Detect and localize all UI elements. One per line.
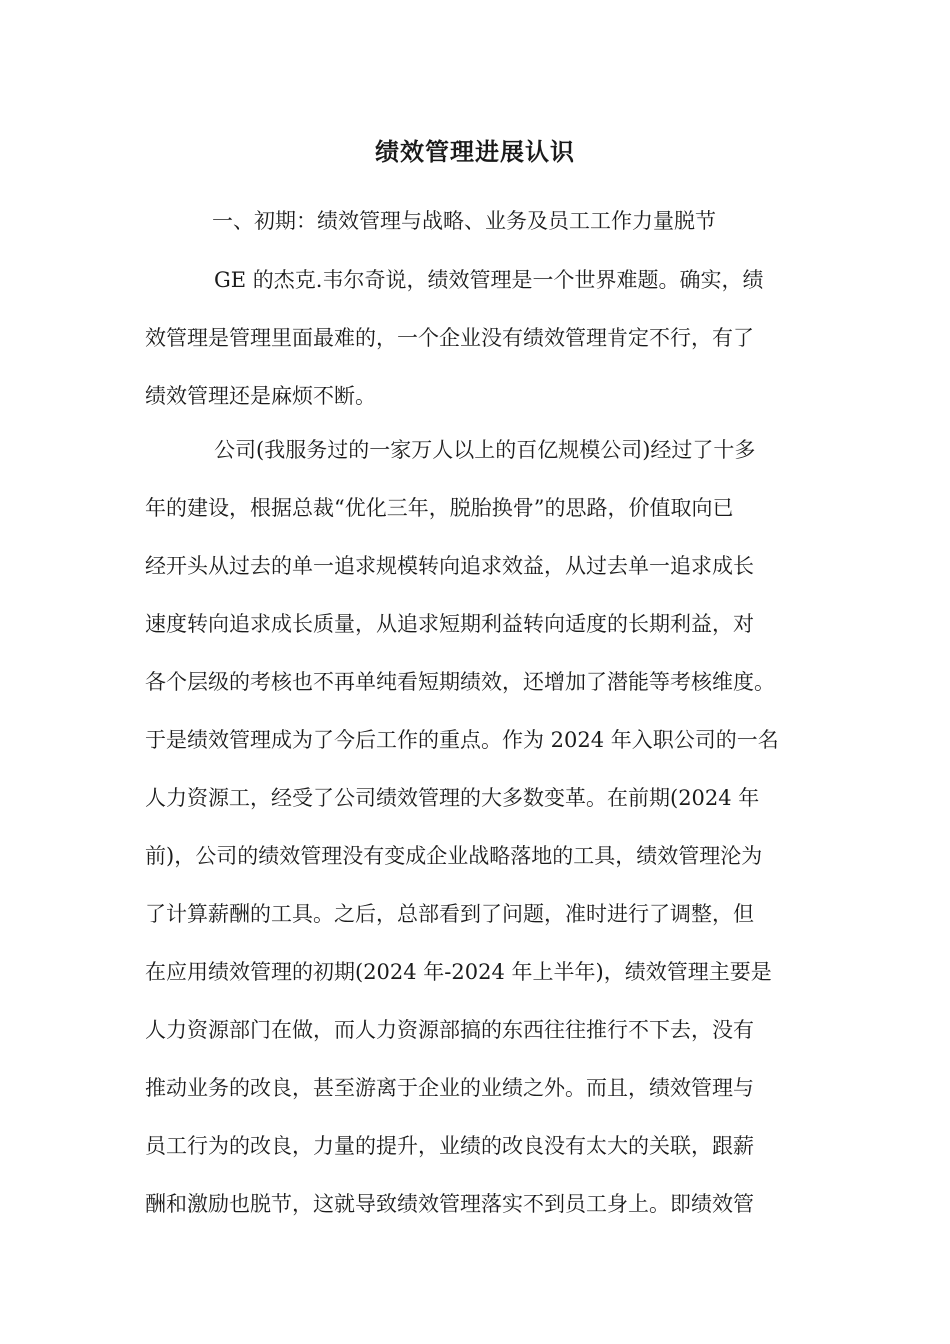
document-title: 绩效管理进展认识: [375, 137, 575, 166]
paragraph-1: [145, 260, 825, 434]
paragraph-line: 年的建设，根据总裁“优化三年，脱胎换骨”的思路，价值取向已: [145, 496, 734, 520]
paragraph-line: 人力资源部门在做，而人力资源部搞的东西往往推行不下去，没有: [145, 1018, 754, 1042]
paragraph-2: [145, 430, 825, 1242]
paragraph-line: 速度转向追求成长质量，从追求短期利益转向适度的长期利益，对: [145, 612, 754, 636]
paragraph-line: 各个层级的考核也不再单纯看短期绩效，还增加了潜能等考核维度。: [145, 670, 775, 694]
paragraph-line: 前)，公司的绩效管理没有变成企业战略落地的工具，绩效管理沦为: [145, 844, 763, 868]
paragraph-line: 推动业务的改良，甚至游离于企业的业绩之外。而且，绩效管理与: [145, 1076, 754, 1100]
paragraph-line: 酬和激励也脱节，这就导致绩效管理落实不到员工身上。即绩效管: [145, 1192, 754, 1216]
paragraph-line: 员工行为的改良，力量的提升，业绩的改良没有太大的关联，跟薪: [145, 1134, 754, 1158]
paragraph-line: 人力资源工，经受了公司绩效管理的大多数变革。在前期(2024 年: [145, 786, 760, 810]
paragraph-line: 在应用绩效管理的初期(2024 年-2024 年上半年)，绩效管理主要是: [145, 960, 772, 984]
paragraph-line: 了计算薪酬的工具。之后，总部看到了问题，准时进行了调整，但: [145, 902, 754, 926]
paragraph-line: 效管理是管理里面最难的，一个企业没有绩效管理肯定不行，有了: [145, 326, 754, 350]
paragraph-line: 公司(我服务过的一家万人以上的百亿规模公司)经过了十多: [214, 438, 756, 462]
section-heading: 一、初期：绩效管理与战略、业务及员工工作力量脱节: [212, 209, 716, 233]
paragraph-line: 绩效管理还是麻烦不断。: [145, 384, 376, 408]
paragraph-line: 于是绩效管理成为了今后工作的重点。作为 2024 年入职公司的一名: [145, 728, 779, 752]
paragraph-line: 经开头从过去的单一追求规模转向追求效益，从过去单一追求成长: [145, 554, 754, 578]
paragraph-line: GE 的杰克.韦尔奇说，绩效管理是一个世界难题。确实，绩: [214, 268, 764, 292]
